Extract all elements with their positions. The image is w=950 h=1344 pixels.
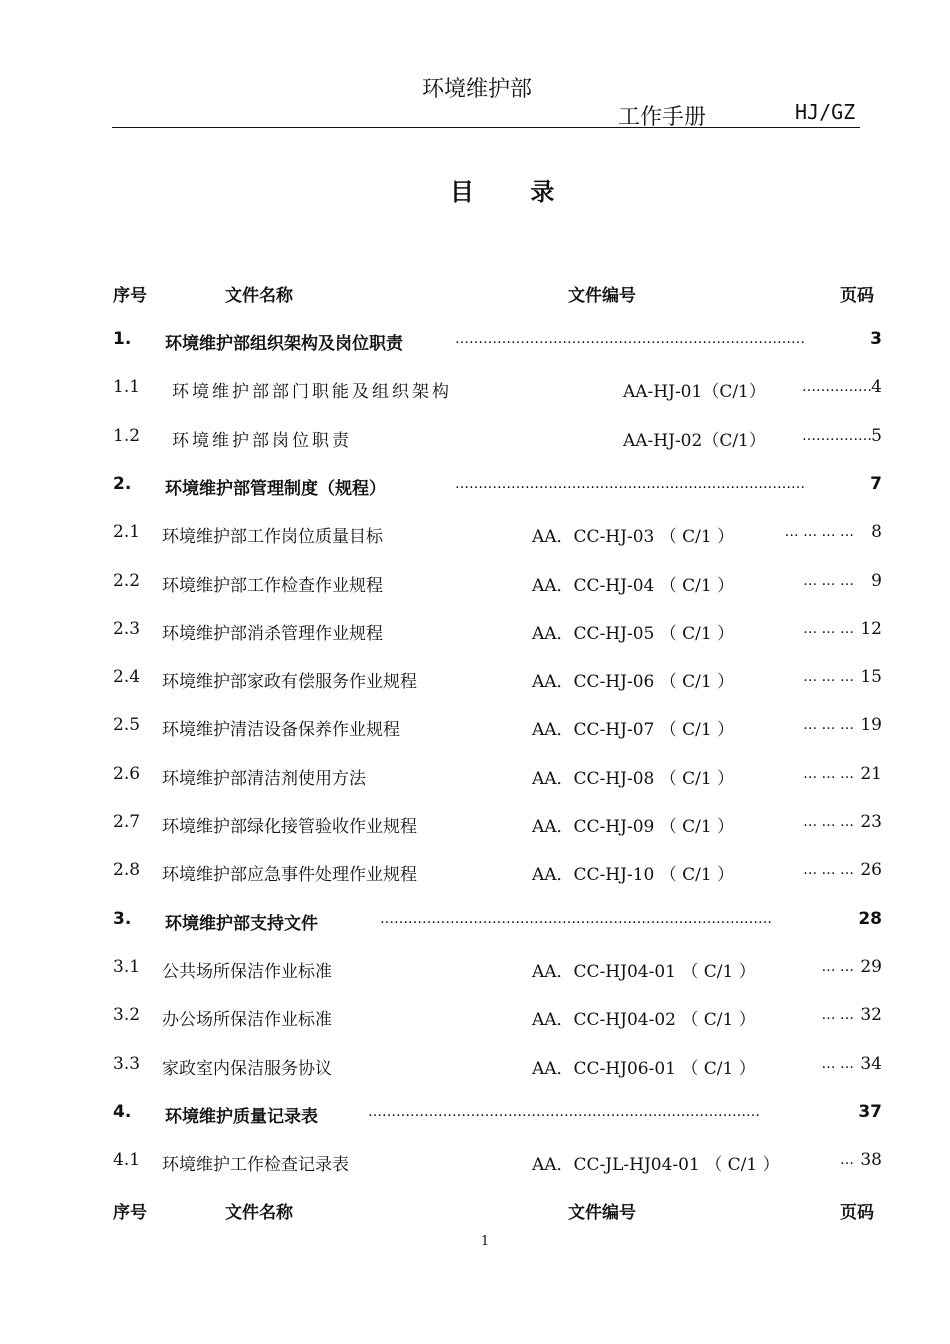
entry-page: 8 — [871, 522, 882, 542]
entry-title: 环境维护部部门职能及组织架构 — [172, 382, 452, 402]
entry-title: 环境维护部岗位职责 — [172, 431, 352, 451]
entry-code: AA．CC-HJ-08 （ C/1 ） — [532, 769, 735, 789]
leader-dots: … … … — [803, 573, 854, 589]
entry-number: 1. — [113, 329, 132, 349]
entry-title: 环境维护部工作检查作业规程 — [162, 576, 383, 596]
entry-code: AA．CC-HJ-07 （ C/1 ） — [532, 720, 735, 740]
entry-code: AA．CC-HJ-03 （ C/1 ） — [532, 527, 735, 547]
leader-dots: … … … — [803, 814, 854, 830]
entry-number: 4. — [113, 1102, 132, 1122]
leader-dots: ………………………………………………………………… — [455, 476, 805, 492]
entry-page: 9 — [871, 571, 882, 591]
entry-number: 2.7 — [113, 812, 141, 832]
entry-title: 公共场所保洁作业标准 — [162, 962, 332, 982]
entry-title: 环境维护部工作岗位质量目标 — [162, 527, 383, 547]
entry-number: 2.6 — [113, 764, 141, 784]
entry-title: 环境维护部家政有偿服务作业规程 — [162, 672, 417, 692]
entry-number: 2.4 — [113, 667, 141, 687]
entry-code: AA-HJ-02（C/1） — [623, 431, 766, 451]
col-name-label: 文件名称 — [225, 1203, 293, 1223]
entry-title: 环境维护部管理制度（规程） — [165, 479, 386, 499]
leader-dots: …………… — [802, 379, 872, 395]
entry-title: 环境维护部清洁剂使用方法 — [162, 769, 366, 789]
leader-dots: … … … — [803, 717, 854, 733]
entry-code: AA-HJ-01（C/1） — [623, 382, 766, 402]
leader-dots: … … … — [803, 766, 854, 782]
col-index-label: 序号 — [113, 286, 147, 306]
entry-code: AA．CC-HJ-05 （ C/1 ） — [532, 624, 735, 644]
leader-dots: ………………………………………………………………… — [455, 331, 805, 347]
col-code-label: 文件编号 — [568, 1203, 636, 1223]
entry-code: AA．CC-HJ-10 （ C/1 ） — [532, 865, 735, 885]
entry-code: AA．CC-HJ-06 （ C/1 ） — [532, 672, 735, 692]
leader-dots: … … … — [803, 862, 854, 878]
entry-number: 2. — [113, 474, 132, 494]
entry-number: 3.1 — [113, 957, 141, 977]
entry-number: 4.1 — [113, 1150, 141, 1170]
entry-page: 32 — [860, 1005, 882, 1025]
leader-dots: … … — [821, 959, 854, 975]
page-number: 1 — [480, 1234, 490, 1249]
entry-title: 环境维护质量记录表 — [165, 1107, 318, 1127]
col-code-label: 文件编号 — [568, 286, 636, 306]
col-page-label: 页码 — [840, 1203, 874, 1223]
entry-number: 2.2 — [113, 571, 141, 591]
entry-page: 26 — [860, 860, 882, 880]
entry-number: 3. — [113, 909, 132, 929]
department-title: 环境维护部 — [422, 77, 533, 102]
entry-page: 37 — [858, 1102, 882, 1122]
leader-dots: … … … — [803, 621, 854, 637]
entry-page: 34 — [860, 1054, 882, 1074]
entry-page: 29 — [860, 957, 882, 977]
header-rule — [112, 127, 860, 128]
entry-number: 2.8 — [113, 860, 141, 880]
entry-title: 环境维护部组织架构及岗位职责 — [165, 334, 403, 354]
entry-title: 环境维护部支持文件 — [165, 914, 318, 934]
entry-page: 12 — [860, 619, 882, 639]
entry-number: 2.5 — [113, 715, 141, 735]
entry-title: 环境维护清洁设备保养作业规程 — [162, 720, 400, 740]
entry-title: 环境维护部应急事件处理作业规程 — [162, 865, 417, 885]
entry-code: AA．CC-JL-HJ04-01 （ C/1 ） — [532, 1155, 780, 1175]
col-index-label: 序号 — [113, 1203, 147, 1223]
toc-title: 目 录 — [450, 178, 579, 206]
manual-code: HJ/GZ — [795, 100, 856, 124]
entry-page: 19 — [860, 715, 882, 735]
entry-title: 家政室内保洁服务协议 — [162, 1059, 332, 1079]
leader-dots: …………… — [802, 428, 872, 444]
entry-number: 2.1 — [113, 522, 141, 542]
entry-number: 3.2 — [113, 1005, 141, 1025]
entry-page: 15 — [860, 667, 882, 687]
entry-title: 环境维护部绿化接管验收作业规程 — [162, 817, 417, 837]
leader-dots: ………………………………………………………………………… — [380, 911, 772, 927]
entry-title: 办公场所保洁作业标准 — [162, 1010, 332, 1030]
entry-number: 1.2 — [113, 426, 141, 446]
entry-page: 28 — [858, 909, 882, 929]
leader-dots: … — [840, 1152, 854, 1168]
col-page-label: 页码 — [840, 286, 874, 306]
leader-dots: ………………………………………………………………………… — [368, 1104, 760, 1120]
entry-page: 7 — [870, 474, 882, 494]
entry-page: 38 — [860, 1150, 882, 1170]
entry-page: 5 — [871, 426, 882, 446]
entry-code: AA．CC-HJ-09 （ C/1 ） — [532, 817, 735, 837]
entry-number: 1.1 — [113, 377, 141, 397]
leader-dots: … … — [821, 1007, 854, 1023]
entry-code: AA．CC-HJ06-01 （ C/1 ） — [532, 1059, 756, 1079]
entry-page: 21 — [860, 764, 882, 784]
entry-page: 4 — [871, 377, 882, 397]
entry-page: 3 — [870, 329, 882, 349]
entry-number: 2.3 — [113, 619, 141, 639]
leader-dots: … … … — [803, 669, 854, 685]
entry-code: AA．CC-HJ04-02 （ C/1 ） — [532, 1010, 756, 1030]
entry-code: AA．CC-HJ-04 （ C/1 ） — [532, 576, 735, 596]
leader-dots: … … — [821, 1056, 854, 1072]
manual-title: 工作手册 — [618, 105, 707, 130]
entry-number: 3.3 — [113, 1054, 141, 1074]
entry-page: 23 — [860, 812, 882, 832]
leader-dots: … … … … — [784, 524, 854, 540]
entry-code: AA．CC-HJ04-01 （ C/1 ） — [532, 962, 756, 982]
entry-title: 环境维护工作检查记录表 — [162, 1155, 349, 1175]
col-name-label: 文件名称 — [225, 286, 293, 306]
entry-title: 环境维护部消杀管理作业规程 — [162, 624, 383, 644]
